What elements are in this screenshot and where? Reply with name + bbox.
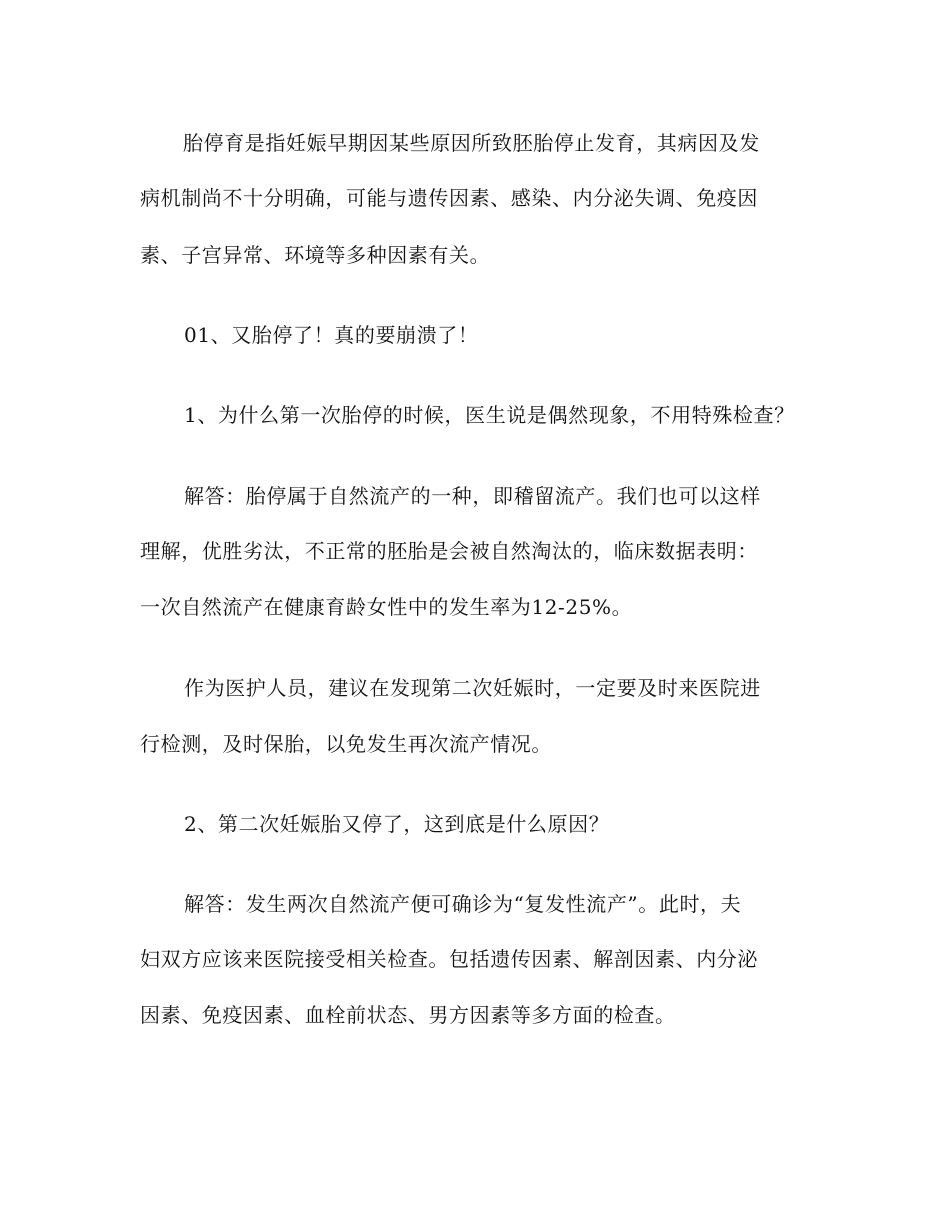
paragraph-line: 胎停育是指妊娠早期因某些原因所致胚胎停止发育，其病因及发 bbox=[183, 131, 760, 155]
question-heading: 1、为什么第一次胎停的时候，医生说是偶然现象，不用特殊检查？ bbox=[184, 403, 795, 427]
paragraph-line: 一次自然流产在健康育龄女性中的发生率为12-25%。 bbox=[140, 595, 633, 619]
paragraph-line: 解答：发生两次自然流产便可确诊为“复发性流产”。此时，夫 bbox=[184, 892, 742, 916]
paragraph-line: 作为医护人员，建议在发现第二次妊娠时，一定要及时来医院进 bbox=[184, 676, 761, 700]
question-heading: 2、第二次妊娠胎又停了，这到底是什么原因？ bbox=[184, 812, 610, 836]
paragraph-line: 妇双方应该来医院接受相关检查。包括遗传因素、解剖因素、内分泌 bbox=[140, 947, 758, 971]
paragraph-line: 理解，优胜劣汰，不正常的胚胎是会被自然淘汰的，临床数据表明： bbox=[140, 539, 758, 563]
paragraph-line: 行检测，及时保胎，以免发生再次流产情况。 bbox=[140, 732, 552, 756]
paragraph-line: 素、子宫异常、环境等多种因素有关。 bbox=[140, 243, 491, 267]
paragraph-line: 解答：胎停属于自然流产的一种，即稽留流产。我们也可以这样 bbox=[184, 484, 761, 508]
section-heading: 01、又胎停了！真的要崩溃了！ bbox=[184, 323, 479, 347]
paragraph-line: 因素、免疫因素、血栓前状态、男方因素等多方面的检查。 bbox=[140, 1003, 676, 1027]
paragraph-line: 病机制尚不十分明确，可能与遗传因素、感染、内分泌失调、免疫因 bbox=[140, 186, 758, 210]
